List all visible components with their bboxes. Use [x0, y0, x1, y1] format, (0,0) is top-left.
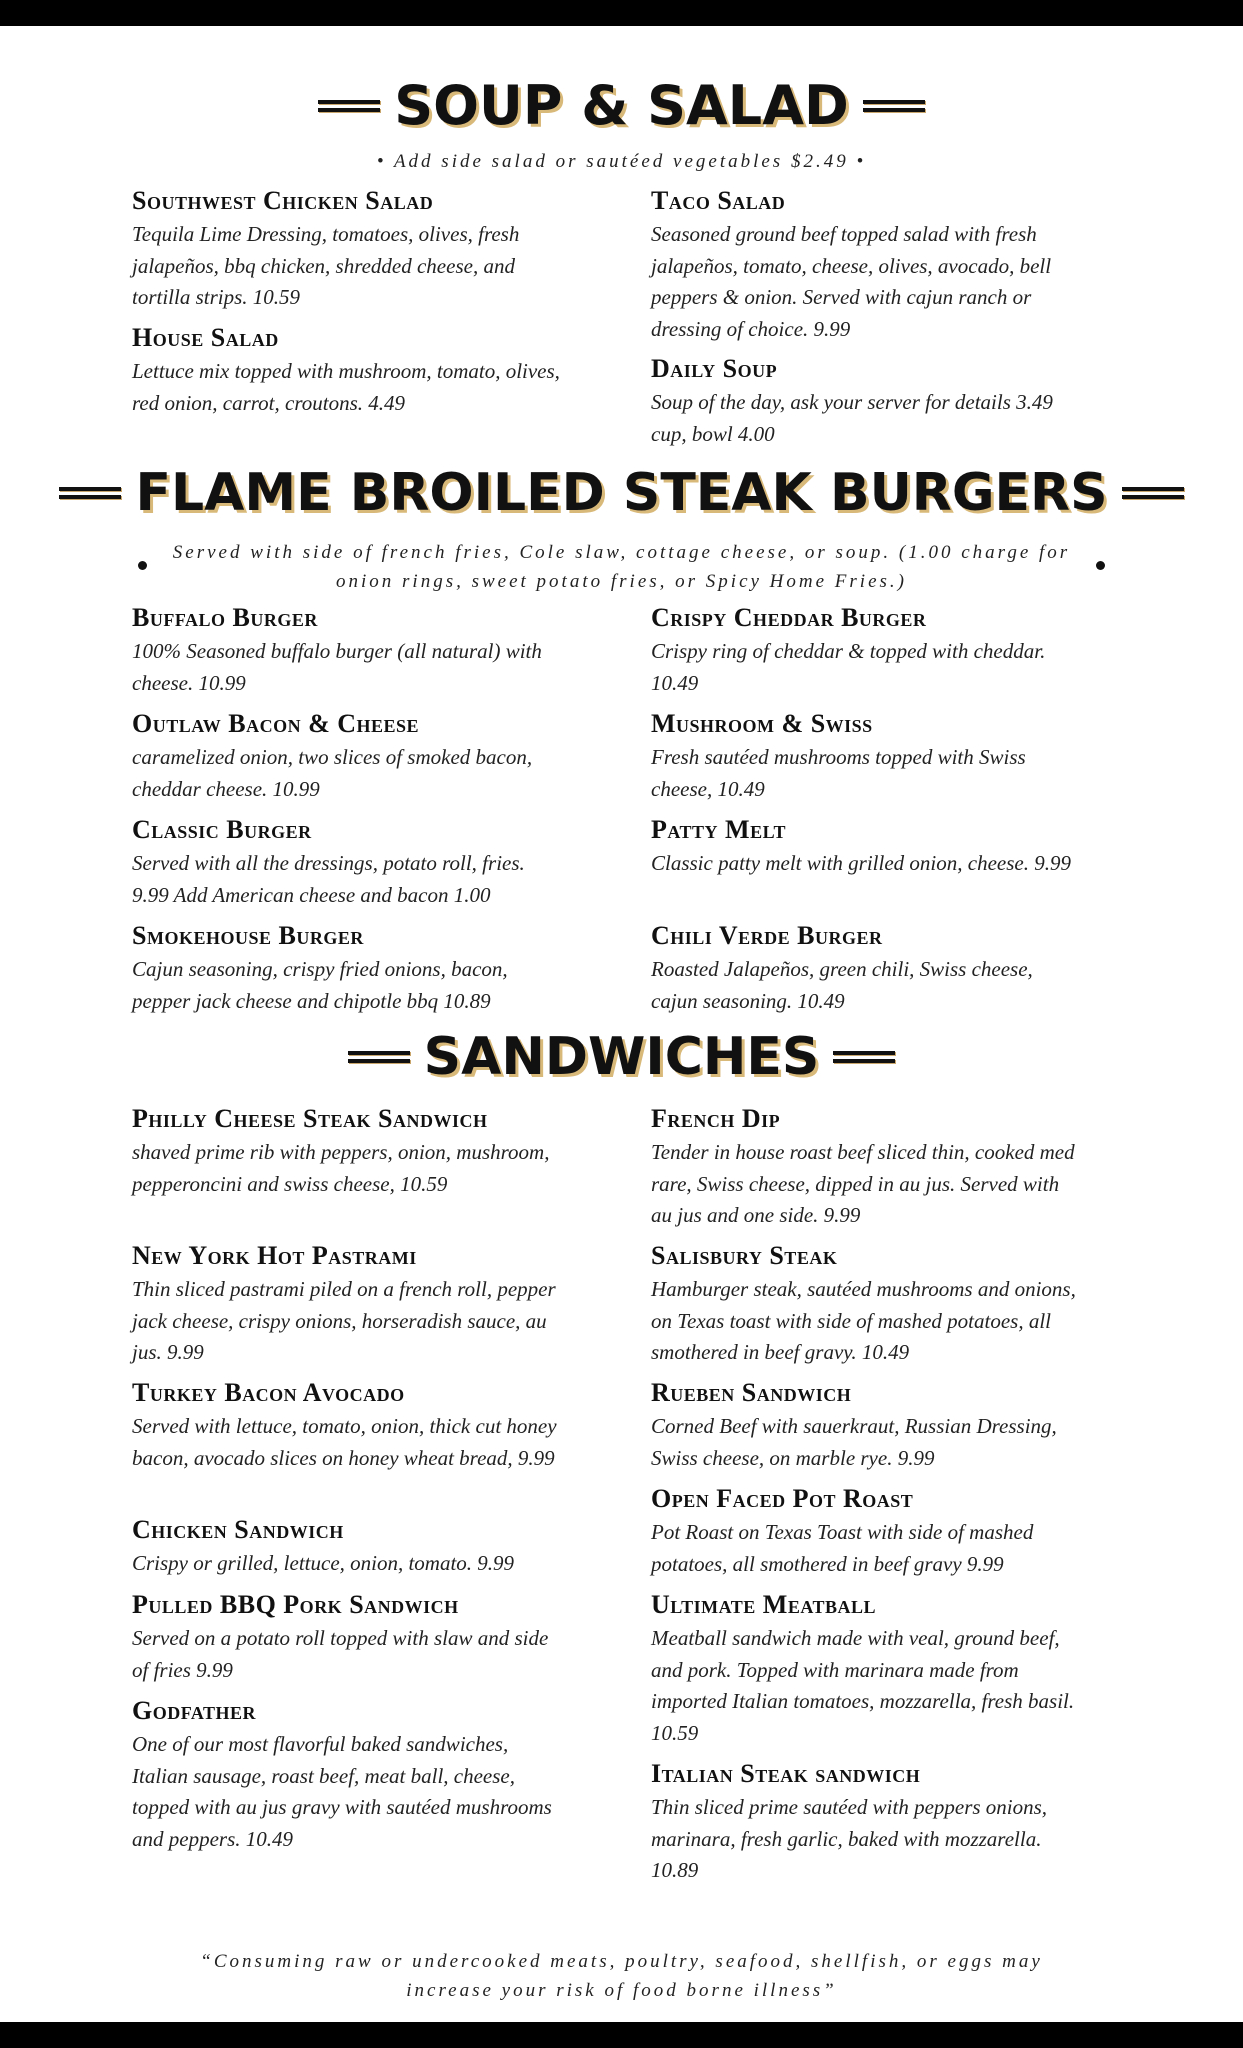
menu-item — [132, 1515, 562, 1580]
item-description: Corned Beef with sauerkraut, Russian Dressing, Swiss cheese, on marble rye. 9.99 — [651, 1414, 1057, 1470]
item-name: Pulled BBQ Pork Sandwich — [132, 1590, 459, 1619]
soup-salad-title: SOUP & SALAD — [394, 74, 849, 137]
item-name: Taco Salad — [651, 186, 786, 215]
menu-item — [132, 1696, 562, 1855]
item-name: Italian Steak sandwich — [651, 1759, 921, 1788]
menu-item — [132, 603, 562, 699]
item-description: Seasoned ground beef topped salad with fresh jalapeños, tomato, cheese, olives, avocado, bell peppers & onion. Served with cajun ranch or dressing of choice. 9.99 — [651, 222, 1052, 341]
sandwiches-header — [0, 1029, 1243, 1085]
item-name: Crispy Cheddar Burger — [651, 603, 927, 632]
item-name: Chicken Sandwich — [132, 1515, 344, 1544]
burgers-note: Served with side of french fries, Cole slaw, cottage cheese, or soup. (1.00 charge for onion rings, sweet potato fries, or Spicy Home Fries.) — [172, 542, 1071, 592]
item-description: Crispy ring of cheddar & topped with cheddar. 10.49 — [651, 639, 1046, 695]
item-name: Buffalo Burger — [132, 603, 318, 632]
item-name: Mushroom & Swiss — [651, 709, 873, 738]
item-description: caramelized onion, two slices of smoked bacon, cheddar cheese. 10.99 — [132, 745, 533, 801]
menu-item — [651, 1104, 1081, 1232]
item-description: Pot Roast on Texas Toast with side of mashed potatoes, all smothered in beef gravy 9.99 — [651, 1520, 1034, 1576]
menu-item — [132, 815, 562, 911]
title-ornament-right — [863, 99, 925, 113]
item-name: Chili Verde Burger — [651, 921, 883, 950]
item-name: Salisbury Steak — [651, 1241, 838, 1270]
item-description: Thin sliced pastrami piled on a french roll, pepper jack cheese, crispy onions, horseradish sauce, au jus. 9.99 — [132, 1277, 556, 1364]
menu-item — [132, 709, 562, 805]
bullet-dot — [1096, 561, 1105, 570]
item-description: Fresh sautéed mushrooms topped with Swiss cheese, 10.49 — [651, 745, 1026, 801]
title-ornament-right — [833, 1050, 895, 1064]
item-name: New York Hot Pastrami — [132, 1241, 417, 1270]
bottom-border-bar — [0, 2022, 1243, 2048]
item-description: Thin sliced prime sautéed with peppers onions, marinara, fresh garlic, baked with mozzarella. 10.89 — [651, 1795, 1048, 1882]
item-description: Hamburger steak, sautéed mushrooms and onions, on Texas toast with side of mashed potatoes, all smothered in beef gravy. 10.49 — [651, 1277, 1076, 1364]
item-name: French Dip — [651, 1104, 781, 1133]
title-ornament-left — [348, 1050, 410, 1064]
title-ornament-left — [59, 486, 121, 500]
item-name: Philly Cheese Steak Sandwich — [132, 1104, 488, 1133]
item-name: House Salad — [132, 323, 279, 352]
menu-item — [132, 323, 562, 419]
menu-item — [132, 1378, 562, 1474]
item-description: Meatball sandwich made with veal, ground beef, and pork. Topped with marinara made from imported Italian tomatoes, mozzarella, fresh basil. 10.59 — [651, 1626, 1075, 1745]
title-ornament-left — [318, 99, 380, 113]
item-description: Classic patty melt with grilled onion, cheese. 9.99 — [651, 851, 1071, 875]
burgers-header — [0, 462, 1243, 524]
item-description: Served on a potato roll topped with slaw and side of fries 9.99 — [132, 1626, 549, 1682]
food-safety-disclaimer: “Consuming raw or undercooked meats, poultry, seafood, shellfish, or eggs may increase your risk of food borne illness” — [200, 1951, 1043, 2001]
menu-item — [651, 186, 1081, 345]
item-name: Godfather — [132, 1696, 257, 1725]
burgers-title: FLAME BROILED STEAK BURGERS — [135, 463, 1108, 523]
item-name: Southwest Chicken Salad — [132, 186, 434, 215]
menu-item — [651, 921, 1081, 1017]
item-name: Open Faced Pot Roast — [651, 1484, 914, 1513]
menu-item — [651, 709, 1081, 805]
menu-item — [651, 1759, 1081, 1887]
item-name: Ultimate Meatball — [651, 1590, 877, 1619]
bullet-dot — [138, 561, 147, 570]
item-name: Patty Melt — [651, 815, 786, 844]
menu-item — [132, 186, 562, 314]
item-description: Soup of the day, ask your server for details 3.49 cup, bowl 4.00 — [651, 390, 1053, 446]
menu-item — [651, 1484, 1081, 1580]
item-description: Cajun seasoning, crispy fried onions, bacon, pepper jack cheese and chipotle bbq 10.89 — [132, 957, 508, 1013]
item-name: Turkey Bacon Avocado — [132, 1378, 405, 1407]
menu-item — [132, 1241, 562, 1369]
item-description: Tender in house roast beef sliced thin, cooked med rare, Swiss cheese, dipped in au jus. Served with au jus and one side. 9.99 — [651, 1140, 1075, 1227]
sandwiches-title: SANDWICHES — [423, 1027, 820, 1087]
menu-item — [651, 1378, 1081, 1474]
top-border-bar — [0, 0, 1243, 26]
item-name: Daily Soup — [651, 354, 778, 383]
item-description: Served with lettuce, tomato, onion, thick cut honey bacon, avocado slices on honey wheat bread, 9.99 — [132, 1414, 557, 1470]
menu-item — [651, 354, 1081, 450]
soup-salad-header — [0, 74, 1243, 137]
soup-salad-note: • Add side salad or sautéed vegetables $2.49 • — [376, 151, 867, 172]
menu-item — [651, 603, 1081, 699]
item-description: Crispy or grilled, lettuce, onion, tomato. 9.99 — [132, 1551, 515, 1575]
item-description: Roasted Jalapeños, green chili, Swiss cheese, cajun seasoning. 10.49 — [651, 957, 1033, 1013]
item-description: Lettuce mix topped with mushroom, tomato, olives, red onion, carrot, croutons. 4.49 — [132, 359, 560, 415]
item-description: 100% Seasoned buffalo burger (all natural) with cheese. 10.99 — [132, 639, 542, 695]
item-name: Outlaw Bacon & Cheese — [132, 709, 420, 738]
item-name: Smokehouse Burger — [132, 921, 364, 950]
item-name: Rueben Sandwich — [651, 1378, 852, 1407]
title-ornament-right — [1122, 486, 1184, 500]
menu-item — [651, 1590, 1081, 1749]
item-description: Tequila Lime Dressing, tomatoes, olives, fresh jalapeños, bbq chicken, shredded cheese, and tortilla strips. 10.59 — [132, 222, 520, 309]
menu-item — [132, 921, 562, 1017]
item-name: Classic Burger — [132, 815, 312, 844]
item-description: shaved prime rib with peppers, onion, mushroom, pepperoncini and swiss cheese, 10.59 — [132, 1140, 550, 1196]
item-description: One of our most flavorful baked sandwiches, Italian sausage, roast beef, meat ball, cheese, topped with au jus gravy with sautéed mushrooms and peppers. 10.49 — [132, 1732, 552, 1851]
menu-item — [651, 815, 1081, 880]
menu-item — [651, 1241, 1081, 1369]
menu-item — [132, 1104, 562, 1200]
menu-item — [132, 1590, 562, 1686]
item-description: Served with all the dressings, potato roll, fries. 9.99 Add American cheese and bacon 1.00 — [132, 851, 525, 907]
